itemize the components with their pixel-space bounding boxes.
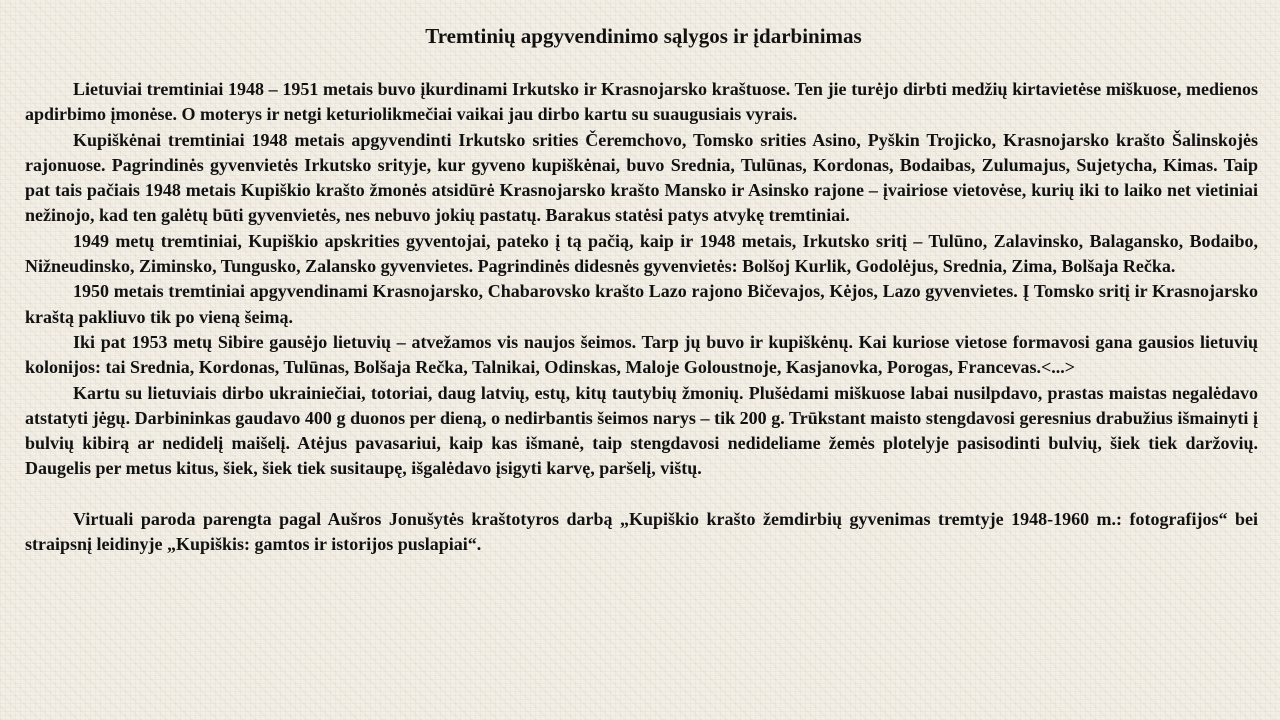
paragraph-credit: Virtuali paroda parengta pagal Aušros Jonušytės kraštotyros darbą „Kupiškio krašto žemdirbių gyvenimas tremtyje 1948-1960 m.: fotografijos“ bei straipsnį leidinyje „Kupiškis: gamtos ir istorijos puslapiai“.: [25, 508, 1258, 555]
paragraph-living-conditions: Kartu su lietuviais dirbo ukrainiečiai, totoriai, daug latvių, estų, kitų tautybių žmonių. Plušėdami miškuose labai nusilpdavo, prastas maistas negalėdavo atstatyti jėgų. Darbininkas gaudavo 400 g duonos per dieną, o nedirbantis šeimos narys – tik 200 g. Trūkstant maisto stengdavosi geresnius drabužius išmainyti į bulvių kibirą ar nedidelį maišelį. Atėjus pavasariui, kaip kas išmanė, taip stengdavosi nedideliame žemės plotelyje pasisodinti bulvių, šiek tiek daržovių. Daugelis per metus kitus, šiek, šiek tiek susitaupę, išgalėdavo įsigyti karvę, paršelį, vištų.: [25, 382, 1258, 479]
paragraph-1949-deportees: 1949 metų tremtiniai, Kupiškio apskrities gyventojai, pateko į tą pačią, kaip ir 1948 metais, Irkutsko sritį – Tulūno, Zalavinsko, Balagansko, Bodaibo, Nižneudinsko, Ziminsko, Tungusko, Zalansko gyvenvietes. Pagrindinės didesnės gyvenvietės: Bolšoj Kurlik, Godolėjus, Srednia, Zima, Bolšaja Rečka.: [25, 230, 1258, 277]
paragraph-colonies: Iki pat 1953 metų Sibire gausėjo lietuvių – atvežamos vis naujos šeimos. Tarp jų buvo ir kupiškėnų. Kai kuriose vietose formavosi gana gausios lietuvių kolonijos: tai Srednia, Kordonas, Tulūnas, Bolšaja Rečka, Talnikai, Odinskas, Maloje Goloustnoje, Kasjanovka, Porogas, Francevas.<...>: [25, 331, 1258, 378]
paragraph-1948-settlements: Kupiškėnai tremtiniai 1948 metais apgyvendinti Irkutsko srities Čeremchovo, Tomsko srities Asino, Pyškin Trojicko, Krasnojarsko krašto Šalinskojės rajonuose. Pagrindinės gyvenvietės Irkutsko srityje, kur gyveno kupiškėnai, buvo Srednia, Tulūnas, Kordonas, Bodaibas, Zulumajus, Sujetycha, Kimas. Taip pat tais pačiais 1948 metais Kupiškio krašto žmonės atsidūrė Krasnojarsko krašto Mansko ir Asinsko rajone – įvairiose vietovėse, kurių iki to laiko net vietiniai nežinojo, kad ten galėtų būti gyvenvietės, nes nebuvo jokių pastatų. Barakus statėsi patys atvykę tremtiniai.: [25, 129, 1258, 226]
body-text: [25, 77, 1258, 557]
paragraph-intro: Lietuviai tremtiniai 1948 – 1951 metais buvo įkurdinami Irkutsko ir Krasnojarsko kraštuose. Ten jie turėjo dirbti medžių kirtavietėse miškuose, medienos apdirbimo įmonėse. O moterys ir netgi keturiolikmečiai vaikai jau dirbo kartu su suaugusiais vyrais.: [25, 79, 1258, 125]
page-title: Tremtinių apgyvendinimo sąlygos ir įdarbinimas: [425, 24, 862, 48]
paragraph-1950-deportees: 1950 metais tremtiniai apgyvendinami Krasnojarsko, Chabarovsko krašto Lazo rajono Bičevajos, Kėjos, Lazo gyvenvietes. Į Tomsko sritį ir Krasnojarsko kraštą pakliuvo tik po vieną šeimą.: [25, 281, 1258, 327]
